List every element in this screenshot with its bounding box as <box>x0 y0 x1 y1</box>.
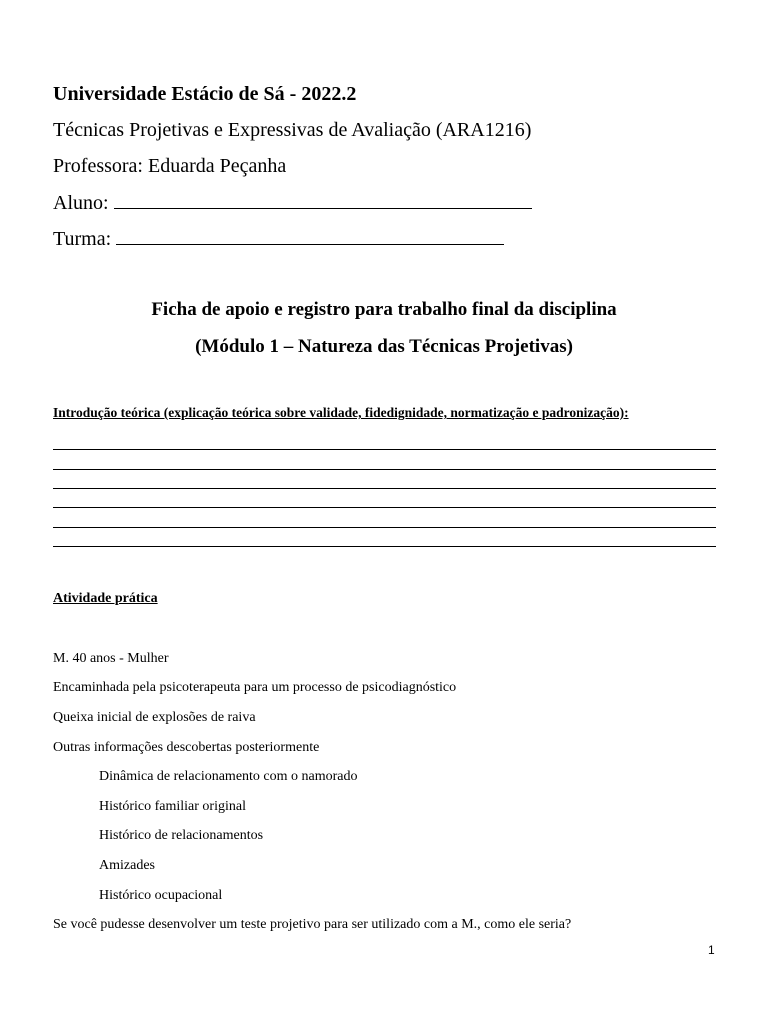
info-item: Histórico de relacionamentos <box>99 828 264 843</box>
info-item: Histórico ocupacional <box>99 888 223 903</box>
class-label: Turma: <box>53 228 112 250</box>
case-referral: Encaminhada pela psicoterapeuta para um processo de psicodiagnóstico <box>53 680 457 695</box>
case-complaint: Queixa inicial de explosões de raiva <box>53 710 256 725</box>
answer-line[interactable] <box>53 449 716 450</box>
form-subtitle: (Módulo 1 – Natureza das Técnicas Projetivas) <box>195 336 573 357</box>
case-other-info: Outras informações descobertas posteriormente <box>53 740 320 755</box>
class-blank-line[interactable] <box>116 226 504 245</box>
class-field <box>53 226 504 251</box>
info-item: Dinâmica de relacionamento com o namorado <box>99 769 358 784</box>
student-field <box>53 190 532 215</box>
intro-heading: Introdução teórica (explicação teórica sobre validade, fidedignidade, normatização e padronização): <box>53 405 629 420</box>
answer-line[interactable] <box>53 527 716 528</box>
answer-line[interactable] <box>53 546 716 547</box>
activity-question: Se você pudesse desenvolver um teste projetivo para ser utilizado com a M., como ele seria? <box>53 917 572 932</box>
activity-heading: Atividade prática <box>53 591 158 606</box>
info-item: Amizades <box>99 858 155 873</box>
answer-line[interactable] <box>53 488 716 489</box>
form-title: Ficha de apoio e registro para trabalho final da disciplina <box>151 299 617 320</box>
info-item: Histórico familiar original <box>99 799 246 814</box>
professor-name: Professora: Eduarda Peçanha <box>53 155 287 177</box>
student-blank-line[interactable] <box>114 190 532 209</box>
university-title: Universidade Estácio de Sá - 2022.2 <box>53 83 357 105</box>
case-identification: M. 40 anos - Mulher <box>53 651 169 666</box>
answer-line[interactable] <box>53 469 716 470</box>
course-title: Técnicas Projetivas e Expressivas de Avaliação (ARA1216) <box>53 119 532 141</box>
page-number: 1 <box>708 943 715 957</box>
answer-line[interactable] <box>53 507 716 508</box>
student-label: Aluno: <box>53 192 109 214</box>
